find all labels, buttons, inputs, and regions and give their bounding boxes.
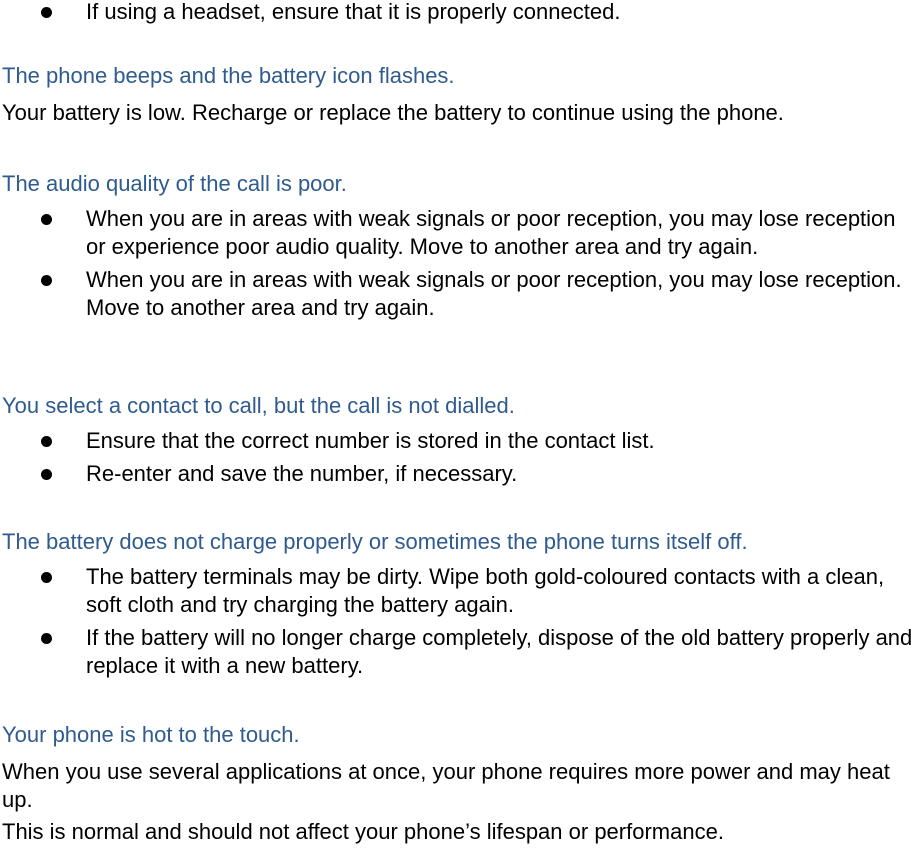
list-item bbox=[2, 563, 918, 619]
list-item bbox=[2, 266, 918, 322]
bullet-icon bbox=[41, 572, 52, 583]
bullet-icon bbox=[41, 469, 52, 480]
list-item bbox=[2, 460, 918, 488]
section-heading: The phone beeps and the battery icon flashes. bbox=[2, 63, 455, 88]
section-heading: You select a contact to call, but the call is not dialled. bbox=[2, 393, 515, 418]
bullet-text: If using a headset, ensure that it is properly connected. bbox=[86, 0, 621, 24]
bullet-text: When you are in areas with weak signals or poor reception, you may lose reception or experience poor audio quality. Move to another area and try again. bbox=[86, 206, 896, 259]
section-heading: Your phone is hot to the touch. bbox=[2, 722, 300, 747]
section-battery-charge bbox=[2, 528, 918, 680]
bullet-text: If the battery will no longer charge completely, dispose of the old battery properly and replace it with a new battery. bbox=[86, 625, 913, 678]
section-phone-hot bbox=[2, 721, 918, 846]
bullet-text: When you are in areas with weak signals or poor reception, you may lose reception. Move to another area and try again. bbox=[86, 267, 902, 320]
list-item bbox=[2, 0, 918, 26]
paragraph: When you use several applications at once, your phone requires more power and may heat up. bbox=[2, 759, 890, 812]
bullet-icon bbox=[41, 275, 52, 286]
list-item bbox=[2, 427, 918, 455]
bullet-icon bbox=[41, 633, 52, 644]
section-audio-quality bbox=[2, 170, 918, 322]
bullet-icon bbox=[41, 436, 52, 447]
section-contact-call bbox=[2, 392, 918, 488]
list-item bbox=[2, 205, 918, 261]
paragraph: Your battery is low. Recharge or replace the battery to continue using the phone. bbox=[2, 100, 784, 125]
paragraph: This is normal and should not affect your phone’s lifespan or performance. bbox=[2, 819, 724, 844]
bullet-icon bbox=[41, 7, 52, 18]
section-battery-beep bbox=[2, 62, 918, 127]
list-item bbox=[2, 624, 918, 680]
bullet-text: Re-enter and save the number, if necessary. bbox=[86, 461, 518, 486]
section-heading: The battery does not charge properly or sometimes the phone turns itself off. bbox=[2, 529, 748, 554]
bullet-icon bbox=[41, 214, 52, 225]
bullet-text: The battery terminals may be dirty. Wipe both gold-coloured contacts with a clean, soft cloth and try charging the battery again. bbox=[86, 564, 885, 617]
bullet-text: Ensure that the correct number is stored in the contact list. bbox=[86, 428, 655, 453]
section-headset bbox=[2, 0, 918, 26]
section-heading: The audio quality of the call is poor. bbox=[2, 171, 347, 196]
